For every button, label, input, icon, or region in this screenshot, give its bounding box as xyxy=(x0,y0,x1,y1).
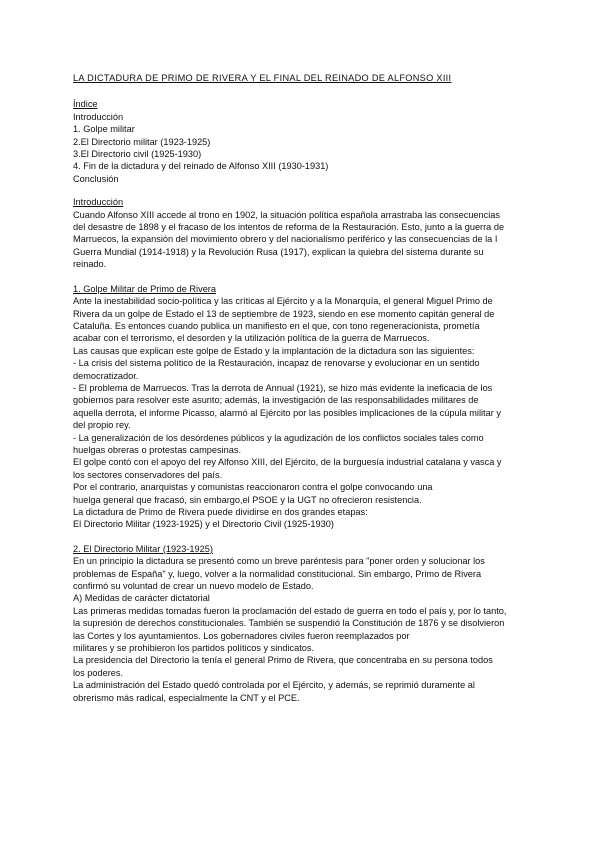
subheading-line: A) Medidas de carácter dictatorial xyxy=(73,593,210,604)
paragraph-line: Marruecos, la expansión del movimiento obrero y del nacionalismo periférico y las consecuencias de la I xyxy=(73,234,498,245)
index-item: 3.El Directorio civil (1925-1930) xyxy=(73,149,202,160)
paragraph-line: gobiernos para resolver este asunto; además, la investigación de las responsabilidades militares de xyxy=(73,395,479,406)
paragraph-line: - El problema de Marruecos. Tras la derrota de Annual (1921), se hizo más evidente la ineficacia de los xyxy=(73,382,493,393)
paragraph-line: La administración del Estado quedó controlada por el Ejército, y además, se reprimió duramente al xyxy=(73,680,475,691)
section-directorio-militar xyxy=(73,543,533,704)
index-item: 1. Golpe militar xyxy=(73,124,135,135)
section1-heading: 1. Golpe Militar de Primo de Rivera xyxy=(73,283,216,294)
section2-heading: 2. El Directorio Militar (1923-1925) xyxy=(73,543,213,554)
paragraph-line: democratizador. xyxy=(73,370,139,381)
paragraph-line: - La crisis del sistema político de la Restauración, incapaz de renovarse y evolucionar en un sentido xyxy=(73,358,480,369)
paragraph-line: del propio rey. xyxy=(73,420,131,431)
paragraph-line: Cuando Alfonso XIII accede al trono en 1902, la situación política española arrastraba las consecuencias xyxy=(73,209,500,220)
paragraph-line: las Cortes y los ayuntamientos. Los gobernadores civiles fueron reemplazados por xyxy=(73,630,410,641)
intro-heading: Introducción xyxy=(73,197,124,208)
paragraph-line: El Directorio Militar (1923-1925) y el Directorio Civil (1925-1930) xyxy=(73,519,334,530)
paragraph-line: problemas de España" y, luego, volver a la normalidad constitucional. Sin embargo, Primo de Rivera xyxy=(73,568,482,579)
paragraph-line: Las primeras medidas tomadas fueron la proclamación del estado de guerra en todo el país y, por lo tanto, xyxy=(73,605,507,616)
index-item: 2.El Directorio militar (1923-1925) xyxy=(73,136,211,147)
paragraph-line: militares y se prohibieron los partidos políticos y sindicatos. xyxy=(73,643,315,654)
paragraph-line: obrerismo más radical, especialmente la CNT y el PCE. xyxy=(73,692,300,703)
paragraph-line: Guerra Mundial (1914-1918) y la Revolución Rusa (1917), explican la quiebra del sistema durante su xyxy=(73,246,484,257)
paragraph-line: confirmó su voluntad de crear un nuevo modelo de Estado. xyxy=(73,581,314,592)
index-section xyxy=(73,98,533,185)
paragraph-line: Rivera da un golpe de Estado el 13 de septiembre de 1923, siendo en ese momento capitán general de xyxy=(73,308,495,319)
section-golpe-militar xyxy=(73,283,533,531)
paragraph-line: aquella derrota, el informe Picasso, alarmó al Ejército por las posibles implicaciones de la cúpula militar y xyxy=(73,407,501,418)
index-item: Introducción xyxy=(73,111,124,122)
paragraph-line: La presidencia del Directorio la tenía el general Primo de Rivera, que concentraba en su persona todos xyxy=(73,655,493,666)
paragraph-line: Las causas que explican este golpe de Estado y la implantación de la dictadura son las siguientes: xyxy=(73,345,475,356)
paragraph-line: En un principio la dictadura se presentó como un breve paréntesis para "poner orden y solucionar los xyxy=(73,556,485,567)
paragraph-line: reinado. xyxy=(73,259,107,270)
paragraph-line: acabar con el terrorismo, el desorden y la utilización política de la guerra de Marruecos. xyxy=(73,333,430,344)
index-item: 4. Fin de la dictadura y del reinado de Alfonso XIII (1930-1931) xyxy=(73,161,329,172)
index-item: Conclusión xyxy=(73,173,119,184)
paragraph-line: los sectores conservadores del país. xyxy=(73,469,223,480)
document-title: LA DICTADURA DE PRIMO DE RIVERA Y EL FINAL DEL REINADO DE ALFONSO XIII xyxy=(73,73,452,83)
paragraph-line: la supresión de derechos constitucionales. También se suspendió la Constitución de 1876 y se disolvieron xyxy=(73,618,505,629)
paragraph-line: Por el contrario, anarquistas y comunistas reaccionaron contra el golpe convocando una xyxy=(73,482,433,493)
paragraph-line: Cataluña. Es entonces cuando publica un manifiesto en el que, con tono regeneracionista, prometía xyxy=(73,320,480,331)
paragraph-line: Ante la inestabilidad socio-política y las críticas al Ejército y a la Monarquía, el general Miguel Primo de xyxy=(73,296,493,307)
paragraph-line: huelgas obreras o protestas campesinas. xyxy=(73,444,242,455)
paragraph-line: los poderes. xyxy=(73,667,124,678)
paragraph-line: - La generalización de los desórdenes públicos y la agudización de los conflictos sociales tales como xyxy=(73,432,484,443)
paragraph-line: La dictadura de Primo de Rivera puede dividirse en dos grandes etapas: xyxy=(73,507,368,517)
intro-section xyxy=(73,196,533,270)
paragraph-line: del desastre de 1898 y el fracaso de los intentos de reforma de la Restauración. Esto, junto a la guerra de xyxy=(73,222,505,233)
document-body xyxy=(73,72,533,704)
paragraph-line: huelga general que fracasó, sin embargo,el PSOE y la UGT no ofrecieron resistencia. xyxy=(73,494,422,505)
paragraph-line: El golpe contó con el apoyo del rey Alfonso XIII, del Ejército, de la burguesía industrial catalana y vasca y xyxy=(73,457,502,468)
index-heading: Índice xyxy=(73,99,98,110)
